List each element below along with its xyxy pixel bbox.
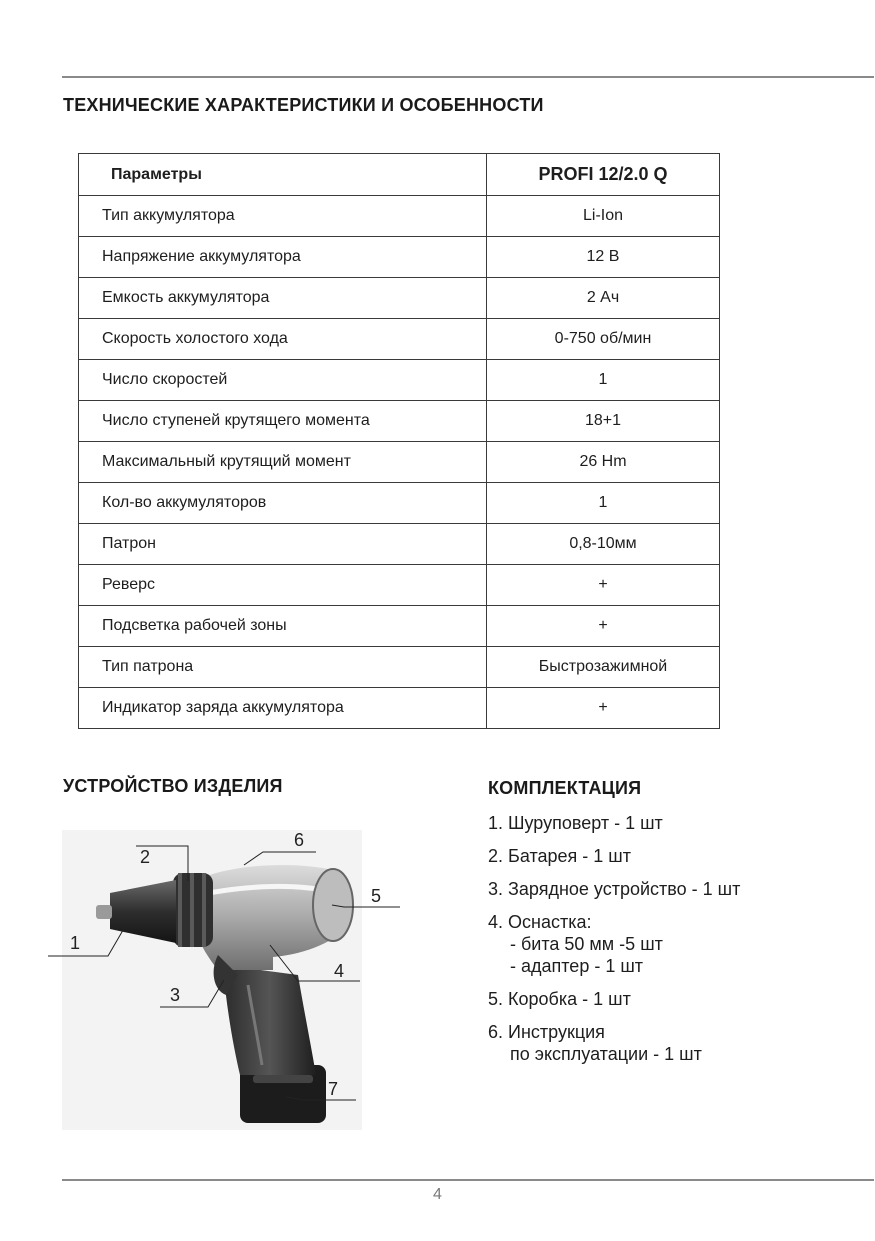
- param-cell: Патрон: [79, 524, 487, 565]
- table-row: [79, 442, 720, 483]
- param-cell: Индикатор заряда аккумулятора: [79, 688, 487, 729]
- value-cell: 26 Hm: [487, 442, 720, 483]
- value-cell: Быстрозажимной: [487, 647, 720, 688]
- specs-title: ТЕХНИЧЕСКИЕ ХАРАКТЕРИСТИКИ И ОСОБЕННОСТИ: [63, 95, 544, 115]
- kit-item-text: 1. Шуруповерт - 1 шт: [488, 813, 663, 833]
- table-row: [79, 319, 720, 360]
- kit-subitem: - адаптер - 1 шт: [510, 956, 644, 976]
- table-row: [79, 237, 720, 278]
- table-row: [79, 278, 720, 319]
- param-cell: Тип патрона: [79, 647, 487, 688]
- table-row: [79, 565, 720, 606]
- table-row: [79, 483, 720, 524]
- bottom-divider: [62, 1179, 874, 1181]
- table-header-row: [79, 154, 720, 196]
- list-item: [488, 988, 740, 1010]
- param-cell: Число скоростей: [79, 360, 487, 401]
- kit-item-text: 3. Зарядное устройство - 1 шт: [488, 879, 741, 899]
- callout-4: 4: [334, 961, 345, 981]
- kit-subitem: по эксплуатации - 1 шт: [510, 1044, 702, 1064]
- value-cell: 0-750 об/мин: [487, 319, 720, 360]
- kit-subitem: - бита 50 мм -5 шт: [510, 934, 663, 954]
- value-cell: +: [487, 606, 720, 647]
- param-cell: Скорость холостого хода: [79, 319, 487, 360]
- kit-list: [488, 812, 740, 1076]
- value-cell: +: [487, 565, 720, 606]
- param-cell: Реверс: [79, 565, 487, 606]
- list-item: [488, 812, 740, 834]
- param-cell: Напряжение аккумулятора: [79, 237, 487, 278]
- param-cell: Кол-во аккумуляторов: [79, 483, 487, 524]
- drill-illustration: [48, 825, 408, 1135]
- value-cell: Li-Ion: [487, 196, 720, 237]
- param-cell: Емкость аккумулятора: [79, 278, 487, 319]
- callout-3: 3: [170, 985, 181, 1005]
- list-item: [488, 878, 740, 900]
- table-row: [79, 196, 720, 237]
- device-title: УСТРОЙСТВО ИЗДЕЛИЯ: [63, 776, 283, 796]
- value-cell: 12 В: [487, 237, 720, 278]
- callout-1: 1: [70, 933, 81, 953]
- table-row: [79, 360, 720, 401]
- callout-2: 2: [140, 847, 151, 867]
- top-divider: [62, 76, 874, 78]
- value-cell: 2 Ач: [487, 278, 720, 319]
- kit-item-text: 4. Оснастка:: [488, 912, 592, 932]
- param-cell: Тип аккумулятора: [79, 196, 487, 237]
- callout-5: 5: [371, 886, 382, 906]
- value-cell: 1: [487, 483, 720, 524]
- table-row: [79, 606, 720, 647]
- param-cell: Число ступеней крутящего момента: [79, 401, 487, 442]
- value-cell: 0,8-10мм: [487, 524, 720, 565]
- param-cell: Подсветка рабочей зоны: [79, 606, 487, 647]
- kit-item-text: 5. Коробка - 1 шт: [488, 989, 631, 1009]
- kit-item-text: 6. Инструкция: [488, 1022, 605, 1042]
- value-cell: 18+1: [487, 401, 720, 442]
- header-param: Параметры: [79, 154, 487, 196]
- table-row: [79, 401, 720, 442]
- value-cell: 1: [487, 360, 720, 401]
- list-item: [488, 1021, 740, 1065]
- list-item: [488, 911, 740, 977]
- specs-table: [78, 153, 720, 729]
- param-cell: Максимальный крутящий момент: [79, 442, 487, 483]
- table-row: [79, 524, 720, 565]
- page-number: 4: [433, 1186, 442, 1203]
- header-model: PROFI 12/2.0 Q: [487, 154, 720, 196]
- callout-7: 7: [328, 1079, 339, 1099]
- table-row: [79, 688, 720, 729]
- table-row: [79, 647, 720, 688]
- list-item: [488, 845, 740, 867]
- kit-title: КОМПЛЕКТАЦИЯ: [488, 778, 642, 798]
- value-cell: +: [487, 688, 720, 729]
- callout-6: 6: [294, 830, 305, 850]
- kit-item-text: 2. Батарея - 1 шт: [488, 846, 631, 866]
